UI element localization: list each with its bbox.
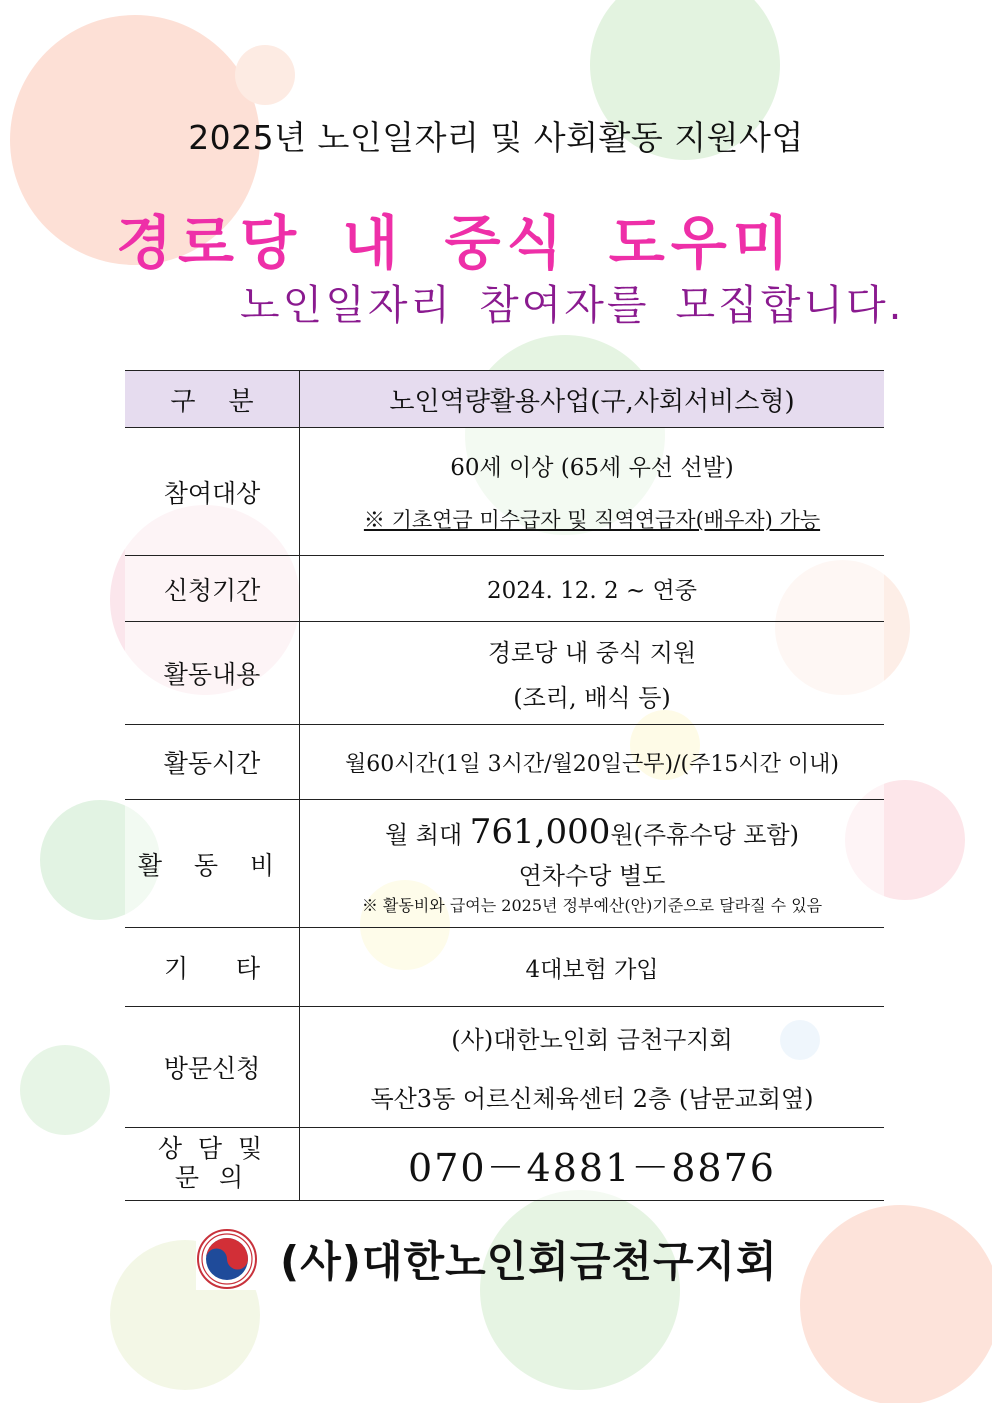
table-row	[125, 622, 884, 725]
hours-label: 활동시간	[125, 725, 300, 800]
period-label: 신청기간	[125, 556, 300, 622]
footer	[196, 1226, 778, 1292]
category-label: 구 분	[125, 371, 300, 428]
activity-label: 활동내용	[125, 622, 300, 725]
table-row	[125, 1007, 884, 1128]
table-row	[125, 725, 884, 800]
pay-line-2: 연차수당 별도	[518, 861, 666, 890]
target-eligibility-note: ※ 기초연금 미수급자 및 직역연금자(배우자) 가능	[363, 508, 821, 532]
pay-suffix: 원(주휴수당 포함)	[610, 820, 800, 849]
pay-prefix: 월 최대	[384, 820, 470, 849]
table-row	[125, 428, 884, 556]
category-value: 노인역량활용사업(구,사회서비스형)	[300, 371, 885, 428]
pay-amount: 761,000	[469, 811, 611, 852]
program-title: 2025년 노인일자리 및 사회활동 지원사업	[188, 118, 804, 157]
table-row	[125, 1128, 884, 1201]
table-row	[125, 800, 884, 928]
etc-label: 기 타	[125, 928, 300, 1007]
visit-label: 방문신청	[125, 1007, 300, 1128]
contact-label: 상 담 및 문 의	[125, 1128, 300, 1201]
activity-line-2: (조리, 배식 등)	[513, 684, 671, 712]
recruitment-subtitle: 노인일자리 참여자를 모집합니다.	[240, 281, 905, 329]
visit-address: 독산3동 어르신체육센터 2층 (남문교회옆)	[370, 1085, 814, 1113]
table-row	[125, 928, 884, 1007]
visit-line-1: (사)대한노인회 금천구지회	[451, 1026, 733, 1054]
target-line-1: 60세 이상 (65세 우선 선발)	[450, 455, 734, 481]
activity-line-1: 경로당 내 중식 지원	[487, 639, 697, 667]
activity-value	[300, 622, 885, 725]
pay-value	[300, 800, 885, 928]
period-value: 2024. 12. 2 ~ 연중	[300, 556, 885, 622]
info-table	[125, 370, 884, 1201]
table-row	[125, 371, 884, 428]
taegeuk-emblem-icon	[196, 1228, 258, 1290]
pay-note: ※ 활동비와 급여는 2025년 정부예산(안)기준으로 달라질 수 있음	[361, 895, 823, 915]
visit-value	[300, 1007, 885, 1128]
contact-phone: 070－4881－8876	[300, 1128, 885, 1201]
target-label: 참여대상	[125, 428, 300, 556]
hours-value: 월60시간(1일 3시간/월20일근무)/(주15시간 이내)	[300, 725, 885, 800]
etc-value: 4대보험 가입	[300, 928, 885, 1007]
pay-line-1	[300, 812, 884, 852]
table-row	[125, 556, 884, 622]
organization-name: (사)대한노인회금천구지회	[280, 1237, 778, 1286]
pay-label: 활 동 비	[125, 800, 300, 928]
job-title: 경로당 내 중식 도우미	[116, 209, 795, 277]
target-value	[300, 428, 885, 556]
